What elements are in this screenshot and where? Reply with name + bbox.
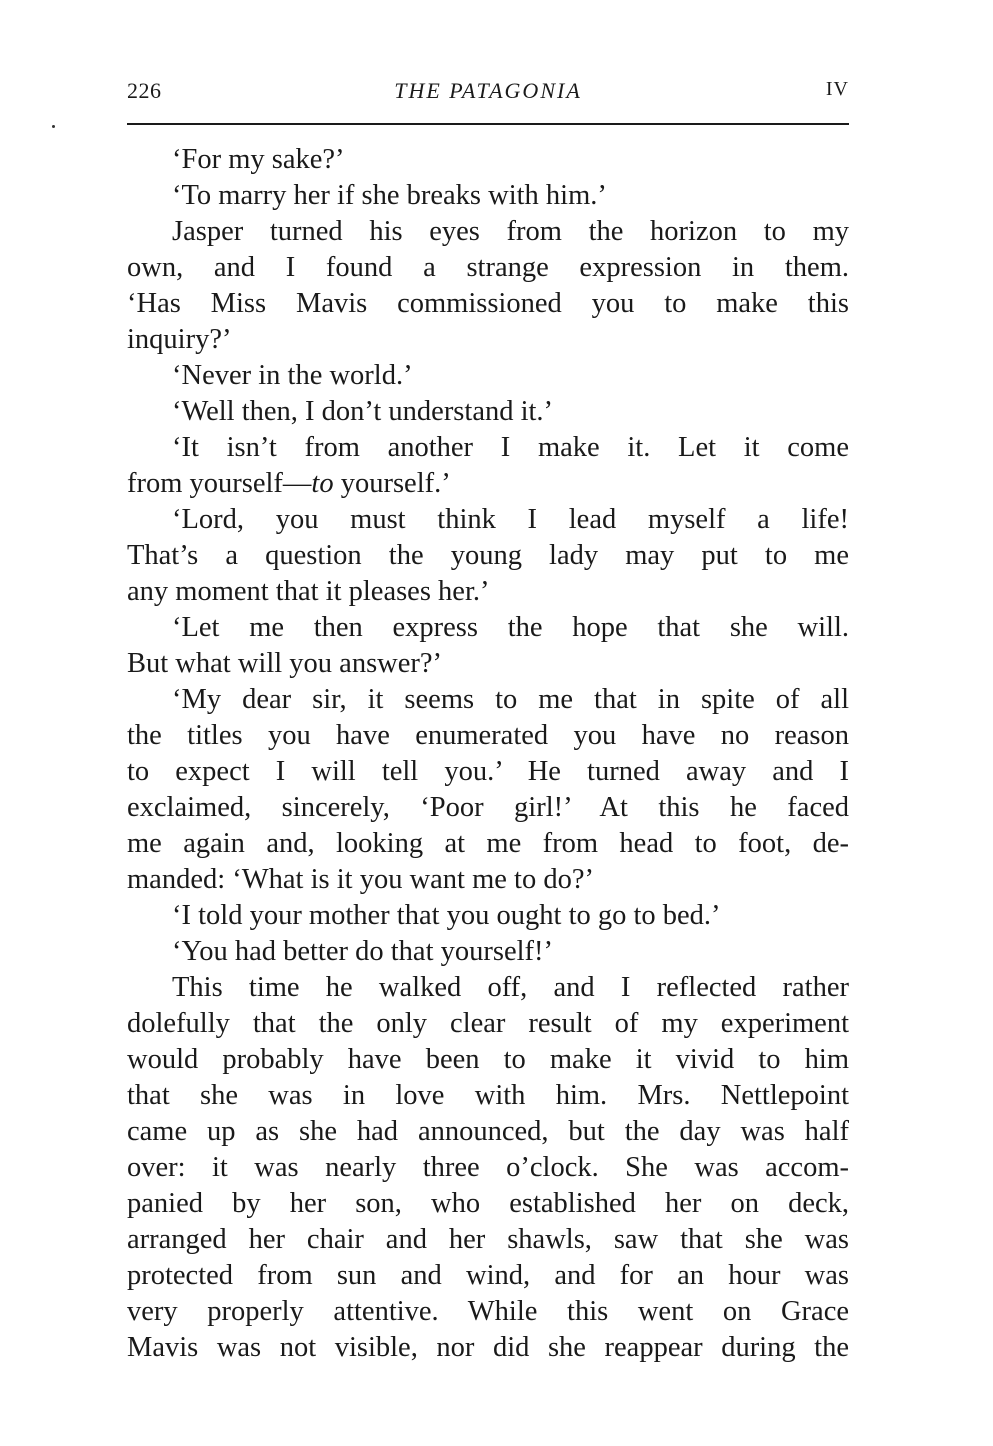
- chapter-number: IV: [825, 78, 849, 100]
- text-line: over: it was nearly three o’clock. She was accom-: [127, 1152, 849, 1183]
- body-text: [127, 142, 849, 1366]
- text-line: ‘Let me then express the hope that she will.: [172, 612, 849, 643]
- header-rule: [127, 123, 849, 125]
- text-line: Mavis was not visible, nor did she reappear during the: [127, 1332, 849, 1363]
- text-line: came up as she had announced, but the day was half: [127, 1116, 849, 1147]
- text-line: ‘You had better do that yourself!’: [172, 936, 553, 967]
- text-line: ‘My dear sir, it seems to me that in spite of all: [172, 684, 849, 715]
- text-line: any moment that it pleases her.’: [127, 576, 490, 607]
- text-line: Jasper turned his eyes from the horizon to my: [172, 216, 849, 247]
- text-line: me again and, looking at me from head to foot, de-: [127, 828, 849, 859]
- running-title: THE PATAGONIA: [394, 78, 582, 103]
- text-line: ‘To marry her if she breaks with him.’: [172, 180, 607, 211]
- text-line: the titles you have enumerated you have no reason: [127, 720, 849, 751]
- margin-speck: [52, 125, 55, 128]
- text-line: exclaimed, sincerely, ‘Poor girl!’ At this he faced: [127, 792, 849, 823]
- text-line: ‘Lord, you must think I lead myself a life!: [172, 504, 849, 535]
- text-line: from yourself—to yourself.’: [127, 468, 451, 499]
- text-line: protected from sun and wind, and for an hour was: [127, 1260, 849, 1291]
- page-header: [127, 78, 849, 114]
- text-line: that she was in love with him. Mrs. Nettlepoint: [127, 1080, 849, 1111]
- text-line: ‘Never in the world.’: [172, 360, 413, 391]
- text-line: panied by her son, who established her on deck,: [127, 1188, 849, 1219]
- text-line: to expect I will tell you.’ He turned away and I: [127, 756, 849, 787]
- text-line: inquiry?’: [127, 324, 232, 355]
- text-line: dolefully that the only clear result of my experiment: [127, 1008, 849, 1039]
- page-number: 226: [127, 78, 162, 103]
- text-line: arranged her chair and her shawls, saw that she was: [127, 1224, 849, 1255]
- text-line: very properly attentive. While this went on Grace: [127, 1296, 849, 1327]
- text-line: But what will you answer?’: [127, 648, 443, 679]
- text-line: manded: ‘What is it you want me to do?’: [127, 864, 594, 895]
- text-line: ‘For my sake?’: [172, 144, 345, 175]
- text-line: ‘I told your mother that you ought to go to bed.’: [172, 900, 721, 931]
- text-line: ‘It isn’t from another I make it. Let it come: [172, 432, 849, 463]
- text-line: would probably have been to make it vivid to him: [127, 1044, 849, 1075]
- text-line: own, and I found a strange expression in them.: [127, 252, 849, 283]
- text-line: This time he walked off, and I reflected rather: [172, 972, 849, 1003]
- text-line: ‘Well then, I don’t understand it.’: [172, 396, 554, 427]
- text-line: ‘Has Miss Mavis commissioned you to make this: [127, 288, 849, 319]
- emphasized-word: to: [311, 468, 334, 499]
- text-line: That’s a question the young lady may put to me: [127, 540, 849, 571]
